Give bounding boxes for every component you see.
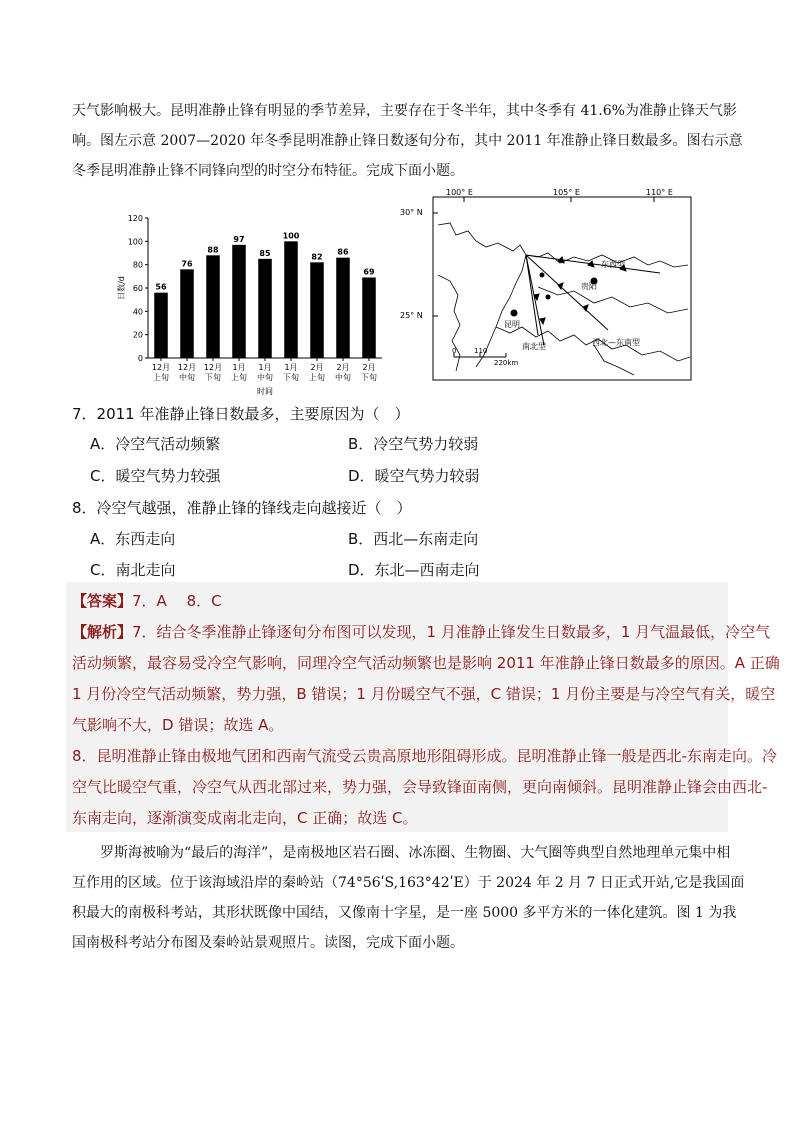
bar: [232, 245, 246, 358]
analysis-line: 空气比暖空气重，冷空气从西北部过来，势力强，会导致锋面南侧，更向南倾斜。昆明准静止锋会由西北-: [72, 778, 768, 796]
option-7b: B．冷空气势力较弱: [348, 435, 479, 453]
lon-label: 105° E: [553, 188, 580, 197]
bar: [180, 269, 194, 358]
option-8d: D．东北—西南走向: [348, 561, 480, 579]
front-type-label: 南北型: [522, 342, 546, 351]
bar: [154, 293, 168, 358]
x-tick-label: 2月: [336, 363, 350, 372]
analysis-text: 7．结合冬季准静止锋逐旬分布图可以发现，1 月准静止锋发生日数最多，1 月气温最低，冷空气: [132, 623, 771, 641]
y-tick-label: 0: [137, 354, 143, 363]
x-tick-label: 下旬: [205, 373, 221, 382]
option-7a: A．冷空气活动频繁: [90, 435, 221, 453]
city-label: 昆明: [504, 320, 520, 329]
bar-value-label: 85: [259, 248, 271, 258]
lat-label: 30° N: [400, 208, 423, 217]
scale-label: 110: [474, 347, 488, 355]
x-tick-label: 上旬: [309, 373, 325, 382]
y-tick-label: 80: [132, 260, 143, 270]
lon-label: 110° E: [646, 188, 673, 197]
lon-label: 100° E: [446, 188, 473, 197]
x-tick-label: 下旬: [283, 373, 299, 382]
x-axis-label: 时间: [257, 387, 273, 396]
x-tick-label: 中旬: [257, 373, 273, 382]
bar-value-label: 88: [207, 245, 219, 255]
option-8b: B．西北—东南走向: [348, 530, 479, 548]
analysis-tag: 【解析】: [72, 623, 133, 641]
x-tick-label: 12月: [151, 363, 171, 372]
intro-paragraph: [72, 96, 743, 186]
x-tick-label: 12月: [177, 363, 197, 372]
scale-label: 220km: [494, 359, 519, 367]
intro-line: 天气影响极大。昆明准静止锋有明显的季节差异，主要存在于冬半年，其中冬季有 41.6%为准静止锋天气影: [72, 103, 737, 119]
bar-value-label: 56: [155, 282, 167, 292]
intro-line: 响。图左示意 2007—2020 年冬季昆明准静止锋日数逐旬分布，其中 2011 年准静止锋日数最多。图右示意: [72, 133, 743, 149]
bar-chart-svg: [112, 208, 390, 398]
answer-line: [72, 590, 222, 611]
option-8a: A．东西走向: [90, 530, 176, 548]
answer-text: 7．A 8．C: [132, 592, 222, 610]
option-7d: D．暖空气势力较弱: [348, 467, 480, 485]
lat-label: 25° N: [400, 311, 423, 320]
next-line: 积最大的南极科考站，其形状既像中国结，又像南十字星，是一座 5000 多平方米的一体化建筑。图 1 为我: [72, 905, 737, 921]
intro-line: 冬季昆明准静止锋不同锋向型的时空分布特征。完成下面小题。: [72, 163, 464, 179]
answer-tag: 【答案】: [72, 592, 133, 610]
question-7-stem: 7．2011 年准静止锋日数最多，主要原因为（ ）: [72, 405, 410, 423]
analysis-line: 气影响不大，D 错误；故选 A。: [72, 716, 284, 734]
x-tick-label: 1月: [232, 363, 246, 372]
front-map-svg: [398, 185, 698, 385]
scale-label: 0: [452, 347, 457, 355]
y-tick-label: 60: [132, 284, 143, 293]
y-tick-label: 20: [132, 330, 143, 340]
bar: [284, 241, 298, 358]
analysis-line: 1 月份冷空气活动频繁，势力强，B 错误；1 月份暖空气不强，C 错误；1 月份主要是与冷空气有关，暖空: [72, 685, 776, 703]
next-paragraph: [72, 838, 745, 958]
city-marker-kunming: [511, 310, 518, 317]
bar: [336, 258, 350, 358]
x-tick-label: 下旬: [361, 373, 377, 382]
bar-chart: [112, 208, 390, 398]
front-map: [398, 185, 698, 385]
x-tick-label: 上旬: [231, 373, 247, 382]
front-type-label: 东西型: [601, 260, 625, 269]
x-tick-label: 12月: [203, 363, 223, 372]
option-8c: C．南北走向: [90, 561, 176, 579]
bar-value-label: 69: [363, 267, 375, 277]
front-type-label: 西北—东南型: [592, 338, 640, 347]
y-tick-label: 40: [132, 307, 143, 317]
analysis-line: 活动频繁，最容易受冷空气影响，同理冷空气活动频繁也是影响 2011 年准静止锋日数最多的原因。A 正确: [72, 654, 780, 672]
next-line: 国南极科考站分布图及秦岭站景观照片。读图，完成下面小题。: [72, 935, 464, 951]
next-line: 罗斯海被喻为“最后的海洋”，是南极地区岩石圈、冰冻圈、生物圈、大气圈等典型自然地理单元集中相: [100, 845, 731, 861]
bar-value-label: 86: [337, 247, 349, 257]
bar: [206, 255, 220, 358]
bar: [258, 259, 272, 358]
y-axis-label: 日数/d: [117, 276, 126, 300]
city-label: 贵阳: [581, 282, 597, 291]
bar-value-label: 76: [181, 259, 193, 269]
bar: [362, 278, 376, 359]
option-7c: C．暖空气势力较强: [90, 467, 221, 485]
analysis-line: 东南走向，逐渐演变成南北走向，C 正确；故选 C。: [72, 809, 418, 827]
x-tick-label: 2月: [362, 363, 376, 372]
x-tick-label: 中旬: [335, 373, 351, 382]
x-tick-label: 中旬: [179, 373, 195, 382]
bar-value-label: 100: [282, 231, 300, 241]
bar-value-label: 82: [311, 252, 323, 262]
analysis-line: [72, 621, 770, 642]
bar: [310, 262, 324, 358]
y-tick-label: 100: [127, 237, 143, 247]
x-tick-label: 上旬: [153, 373, 169, 382]
y-tick-label: 120: [127, 214, 143, 223]
bar-value-label: 97: [233, 234, 245, 244]
next-line: 互作用的区域。位于该海域沿岸的秦岭站（74°56ʹS,163°42ʹE）于 2024 年 2 月 7 日正式开站,它是我国面: [72, 875, 745, 891]
x-tick-label: 1月: [258, 363, 272, 372]
question-8-stem: 8．冷空气越强，准静止锋的锋线走向越接近（ ）: [72, 499, 412, 517]
x-tick-label: 2月: [310, 363, 324, 372]
analysis-line: 8．昆明准静止锋由极地气团和西南气流受云贵高原地形阻碍形成。昆明准静止锋一般是西北-东南走向。冷: [72, 747, 777, 765]
x-tick-label: 1月: [284, 363, 298, 372]
